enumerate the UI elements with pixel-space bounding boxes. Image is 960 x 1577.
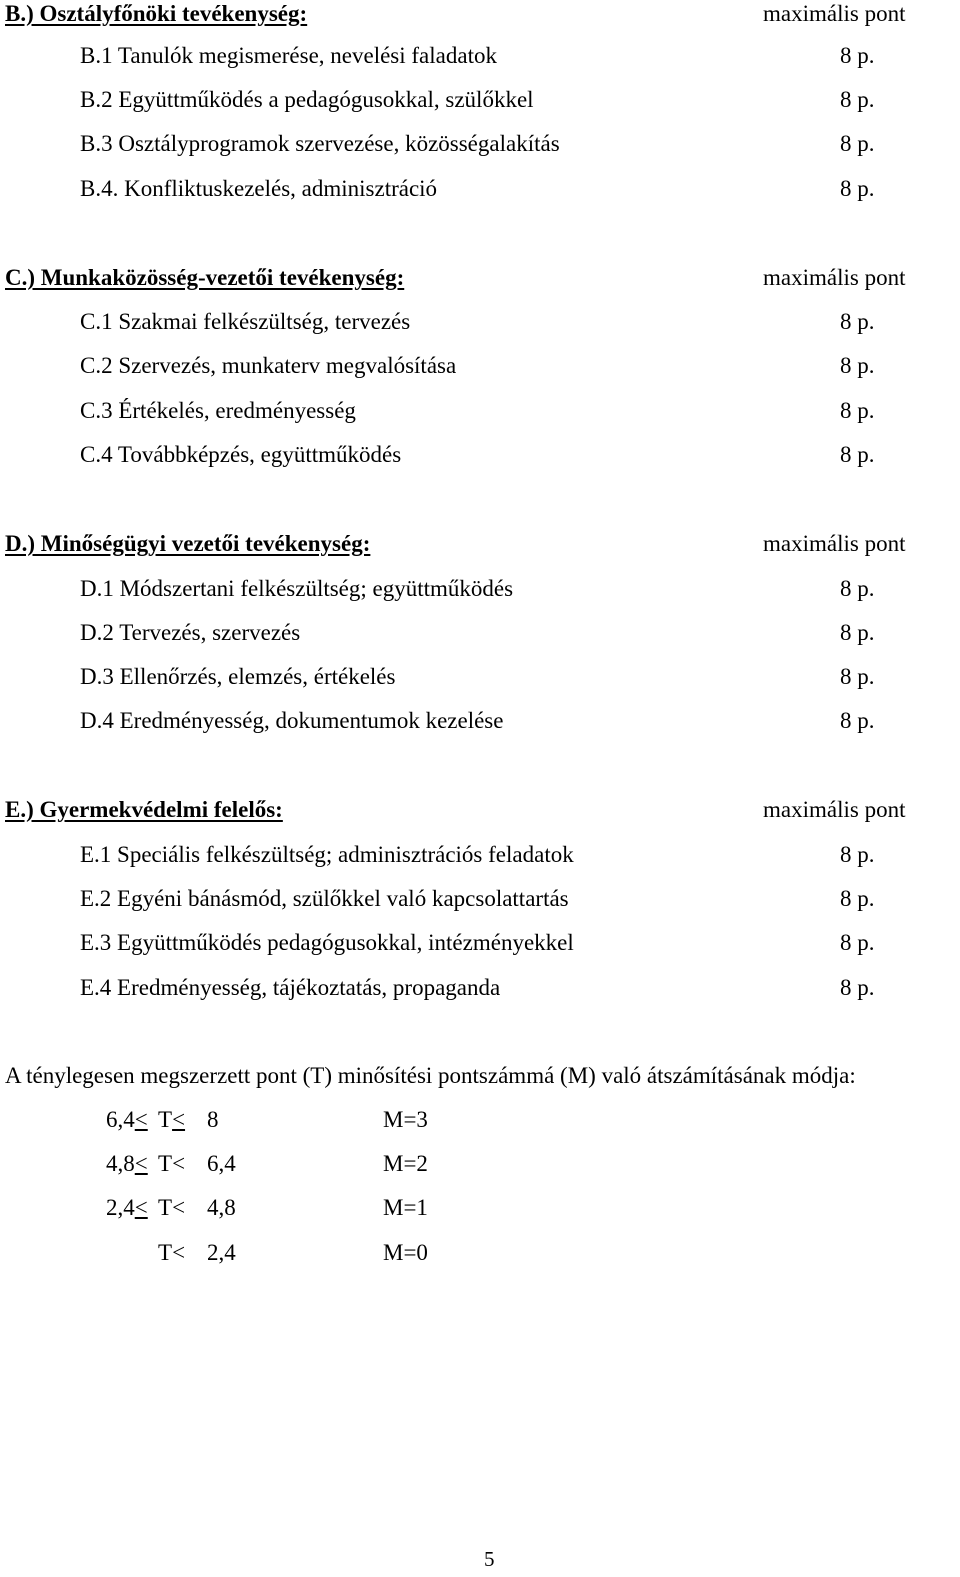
item-e2-points: 8 p. [840,886,875,911]
item-d2-label: D.2 Tervezés, szervezés [80,620,301,645]
item-b3-points: 8 p. [840,131,875,156]
conversion-low: 2,4< [106,1195,148,1220]
conversion-var: T< [158,1151,186,1176]
section-c-max-header: maximális pont [763,265,906,290]
conversion-high: 8 [207,1107,219,1132]
item-d4-points: 8 p. [840,708,875,733]
item-e1-label: E.1 Speciális felkészültség; adminisztrációs feladatok [80,842,574,867]
conversion-high: 6,4 [207,1151,236,1176]
item-d3-label: D.3 Ellenőrzés, elemzés, értékelés [80,664,396,689]
item-e3-points: 8 p. [840,930,875,955]
item-c1-label: C.1 Szakmai felkészültség, tervezés [80,309,411,334]
section-c-title: C.) Munkaközösség-vezetői tevékenység: [5,265,405,290]
section-b-max-header: maximális pont [763,1,906,26]
item-c3-label: C.3 Értékelés, eredményesség [80,398,356,423]
item-b4-points: 8 p. [840,176,875,201]
item-c2-label: C.2 Szervezés, munkaterv megvalósítása [80,353,457,378]
conversion-result: M=1 [383,1195,428,1220]
item-b3-label: B.3 Osztályprogramok szervezése, közösségalakítás [80,131,560,156]
item-c3-points: 8 p. [840,398,875,423]
item-b2-points: 8 p. [840,87,875,112]
conversion-result: M=2 [383,1151,428,1176]
conversion-low: 6,4< [106,1107,148,1132]
conversion-result: M=0 [383,1240,428,1265]
conversion-high: 2,4 [207,1240,236,1265]
item-e3-label: E.3 Együttműködés pedagógusokkal, intézményekkel [80,930,574,955]
item-c4-label: C.4 Továbbképzés, együttműködés [80,442,402,467]
item-e4-label: E.4 Eredményesség, tájékoztatás, propaganda [80,975,501,1000]
item-b4-label: B.4. Konfliktuskezelés, adminisztráció [80,176,438,201]
item-b1-points: 8 p. [840,43,875,68]
section-b-title: B.) Osztályfőnöki tevékenység: [5,1,308,26]
item-e1-points: 8 p. [840,842,875,867]
conversion-high: 4,8 [207,1195,236,1220]
section-d-title: D.) Minőségügyi vezetői tevékenység: [5,531,371,556]
item-d2-points: 8 p. [840,620,875,645]
section-e-max-header: maximális pont [763,797,906,822]
item-e4-points: 8 p. [840,975,875,1000]
item-d3-points: 8 p. [840,664,875,689]
item-c1-points: 8 p. [840,309,875,334]
item-d1-points: 8 p. [840,576,875,601]
conversion-var: T< [158,1107,186,1132]
item-c2-points: 8 p. [840,353,875,378]
item-d1-label: D.1 Módszertani felkészültség; együttműködés [80,576,514,601]
conversion-var: T< [158,1195,186,1220]
conversion-result: M=3 [383,1107,428,1132]
section-d-max-header: maximális pont [763,531,906,556]
page-number: 5 [484,1547,495,1571]
conversion-intro: A ténylegesen megszerzett pont (T) minősítési pontszámmá (M) való átszámításának módja: [5,1063,856,1088]
item-b2-label: B.2 Együttműködés a pedagógusokkal, szülőkkel [80,87,534,112]
item-c4-points: 8 p. [840,442,875,467]
conversion-var: T< [158,1240,186,1265]
conversion-low: 4,8< [106,1151,148,1176]
section-e-title: E.) Gyermekvédelmi felelős: [5,797,283,822]
item-b1-label: B.1 Tanulók megismerése, nevelési faladatok [80,43,497,68]
item-e2-label: E.2 Egyéni bánásmód, szülőkkel való kapcsolattartás [80,886,569,911]
item-d4-label: D.4 Eredményesség, dokumentumok kezelése [80,708,504,733]
